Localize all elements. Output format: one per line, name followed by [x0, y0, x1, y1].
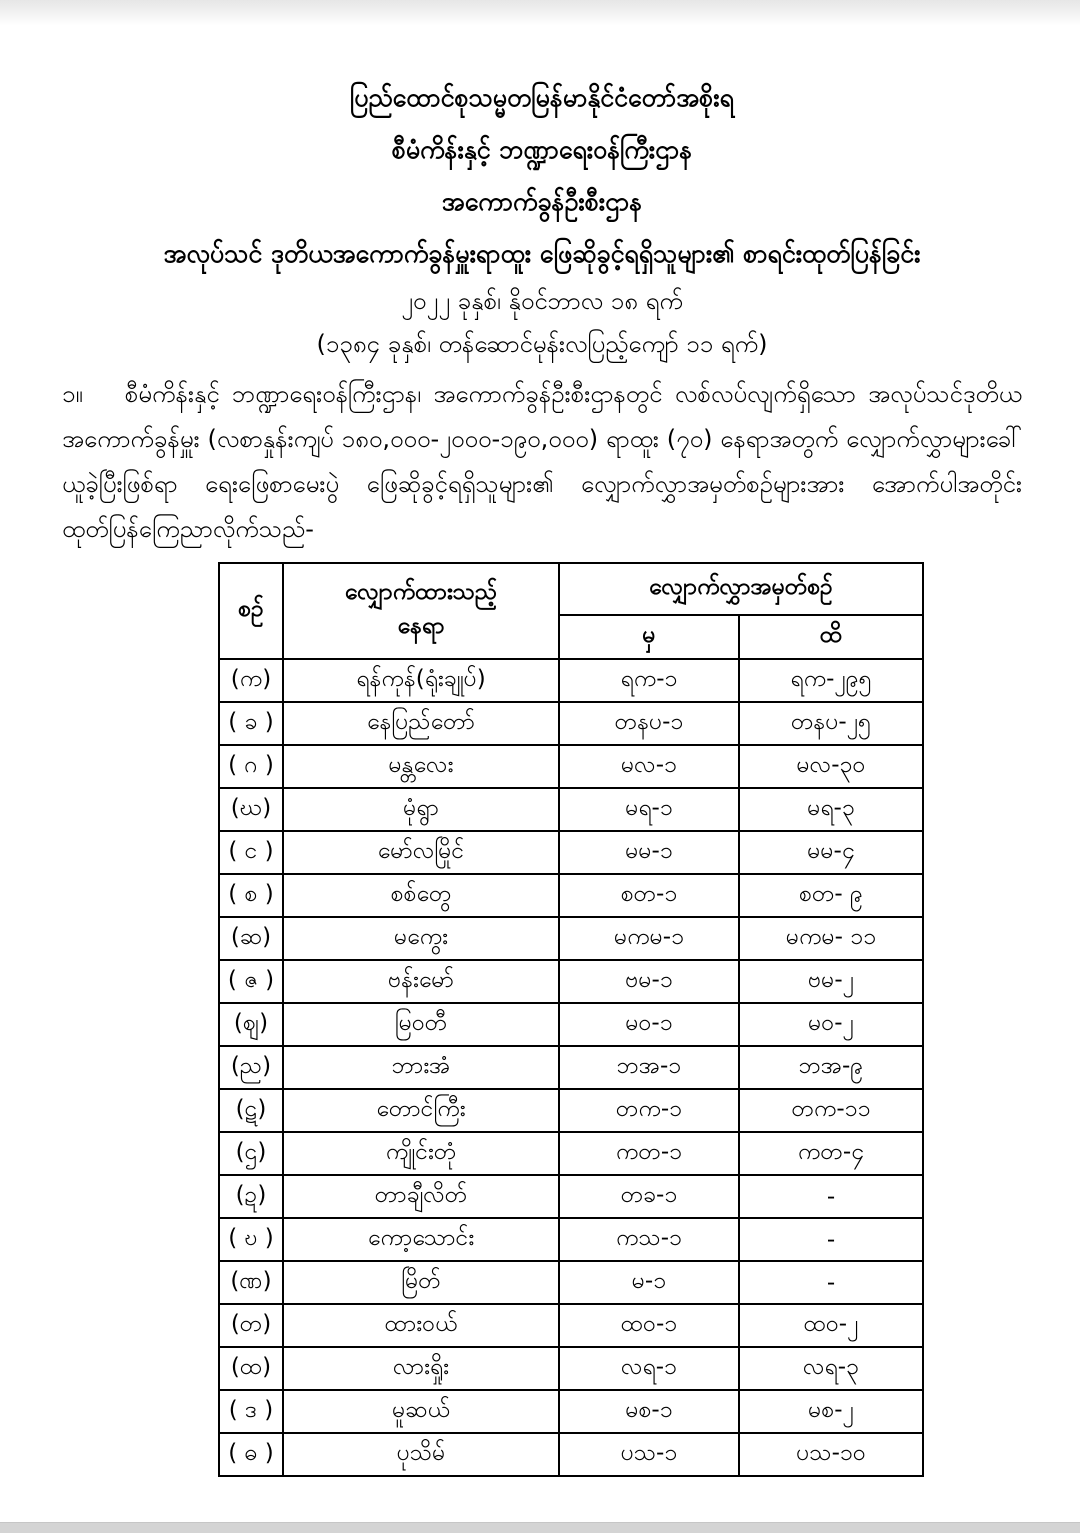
column-header-from: မှ	[559, 615, 739, 659]
to-cell: မဝ-၂	[739, 1003, 923, 1046]
place-cell: မော်လမြိုင်	[283, 831, 559, 874]
table-row	[219, 1175, 923, 1218]
serial-cell: (ဋ)	[219, 1089, 283, 1132]
serial-cell: (ဌ)	[219, 1132, 283, 1175]
from-cell: ရက-၁	[559, 659, 739, 702]
serial-cell: ( ခ )	[219, 702, 283, 745]
to-cell: ဘအ-၉	[739, 1046, 923, 1089]
serial-cell: (ဍ)	[219, 1175, 283, 1218]
from-cell: မ-၁	[559, 1261, 739, 1304]
table-row	[219, 1089, 923, 1132]
column-header-place-line2: နေရာ	[397, 613, 445, 639]
to-cell: စတ- ၉	[739, 874, 923, 917]
to-cell: မမ-၄	[739, 831, 923, 874]
table-row	[219, 831, 923, 874]
table-row	[219, 1003, 923, 1046]
government-title: ပြည်ထောင်စုသမ္မတမြန်မာနိုင်ငံတော်အစိုးရ	[350, 83, 734, 112]
column-header-place-line1: လျှောက်ထားသည့်	[344, 579, 498, 605]
to-cell: ဗမ-၂	[739, 960, 923, 1003]
from-cell: ဘအ-၁	[559, 1046, 739, 1089]
table-row	[219, 788, 923, 831]
to-cell: -	[739, 1175, 923, 1218]
to-cell: တက-၁၁	[739, 1089, 923, 1132]
table-row	[219, 702, 923, 745]
table-row	[219, 874, 923, 917]
from-cell: တခ-၁	[559, 1175, 739, 1218]
column-header-serial: စဉ်	[219, 563, 283, 659]
from-cell: ဗမ-၁	[559, 960, 739, 1003]
from-cell: မကမ-၁	[559, 917, 739, 960]
department-title: အကောက်ခွန်ဦးစီးဌာန	[441, 187, 643, 216]
place-cell: စစ်တွေ	[283, 874, 559, 917]
application-numbers-table	[218, 562, 924, 1477]
column-header-place	[283, 563, 559, 659]
from-cell: မလ-၁	[559, 745, 739, 788]
from-cell: ထဝ-၁	[559, 1304, 739, 1347]
ministry-title: စီမံကိန်းနှင့် ဘဏ္ဍာရေးဝန်ကြီးဌာန	[391, 135, 693, 164]
serial-cell: ( ဓ )	[219, 1433, 283, 1476]
place-cell: မကွေး	[283, 917, 559, 960]
place-cell: ထားဝယ်	[283, 1304, 559, 1347]
from-cell: မမ-၁	[559, 831, 739, 874]
to-cell: လရ-၃	[739, 1347, 923, 1390]
place-cell: မူဆယ်	[283, 1390, 559, 1433]
to-cell: မကမ- ၁၁	[739, 917, 923, 960]
table-row	[219, 1132, 923, 1175]
table-row	[219, 1304, 923, 1347]
place-cell: ရန်ကုန်(ရုံးချုပ်)	[283, 659, 559, 702]
place-cell: လားရှိုး	[283, 1347, 559, 1390]
page-bottom-edge	[0, 1522, 1080, 1533]
serial-cell: (ထ)	[219, 1347, 283, 1390]
table-row	[219, 745, 923, 788]
from-cell: လရ-၁	[559, 1347, 739, 1390]
place-cell: ဘားအံ	[283, 1046, 559, 1089]
from-cell: တက-၁	[559, 1089, 739, 1132]
table-header-row-1	[219, 563, 923, 615]
place-cell: မန္တလေး	[283, 745, 559, 788]
gregorian-date-line: ၂၀၂၂ ခုနှစ်၊ နိုဝင်ဘာလ ၁၈ ရက်	[401, 287, 683, 315]
from-cell: မရ-၁	[559, 788, 739, 831]
place-cell: ဗန်းမော်	[283, 960, 559, 1003]
to-cell: ပသ-၁၀	[739, 1433, 923, 1476]
table-row	[219, 1261, 923, 1304]
table-row	[219, 917, 923, 960]
place-cell: မြိတ်	[283, 1261, 559, 1304]
table-header	[219, 563, 923, 659]
to-cell: မရ-၃	[739, 788, 923, 831]
serial-cell: (ဃ)	[219, 788, 283, 831]
place-cell: ကျိုင်းတုံ	[283, 1132, 559, 1175]
table-row	[219, 1218, 923, 1261]
from-cell: ကတ-၁	[559, 1132, 739, 1175]
place-cell: မုံရွာ	[283, 788, 559, 831]
from-cell: မစ-၁	[559, 1390, 739, 1433]
serial-cell: (ဏ)	[219, 1261, 283, 1304]
place-cell: တာချီလိတ်	[283, 1175, 559, 1218]
serial-cell: ( ဎ )	[219, 1218, 283, 1261]
serial-cell: (တ)	[219, 1304, 283, 1347]
from-cell: စတ-၁	[559, 874, 739, 917]
from-cell: မဝ-၁	[559, 1003, 739, 1046]
place-cell: မြဝတီ	[283, 1003, 559, 1046]
serial-cell: (ည)	[219, 1046, 283, 1089]
serial-cell: ( ဇ )	[219, 960, 283, 1003]
serial-cell: (က)	[219, 659, 283, 702]
serial-cell: ( ဂ )	[219, 745, 283, 788]
from-cell: ကသ-၁	[559, 1218, 739, 1261]
table-row	[219, 659, 923, 702]
serial-cell: (ဆ)	[219, 917, 283, 960]
column-header-to: ထိ	[739, 615, 923, 659]
place-cell: ပုသိမ်	[283, 1433, 559, 1476]
to-cell: ရက-၂၉၅	[739, 659, 923, 702]
table-row	[219, 1046, 923, 1089]
to-cell: -	[739, 1261, 923, 1304]
to-cell: မစ-၂	[739, 1390, 923, 1433]
intro-paragraph	[62, 372, 1022, 552]
from-cell: တနပ-၁	[559, 702, 739, 745]
table-row	[219, 1347, 923, 1390]
from-cell: ပသ-၁	[559, 1433, 739, 1476]
serial-cell: ( စ )	[219, 874, 283, 917]
table-row	[219, 960, 923, 1003]
to-cell: တနပ-၂၅	[739, 702, 923, 745]
myanmar-date-line: (၁၃၈၄ ခုနှစ်၊ တန်ဆောင်မုန်းလပြည့်ကျော် ၁၁ ရက်)	[316, 330, 768, 358]
paragraph-number: ၁။	[62, 380, 83, 408]
place-cell: ကော့သောင်း	[283, 1218, 559, 1261]
to-cell: -	[739, 1218, 923, 1261]
paragraph-text: စီမံကိန်းနှင့် ဘဏ္ဍာရေးဝန်ကြီးဌာန၊ အကောက်ခွန်ဦးစီးဌာနတွင် လစ်လပ်လျက်ရှိသော အလုပ်သင်ဒုတိယအကောက်ခွန်မှူး (လစာနှုန်းကျပ် ၁၈၀,၀၀၀-၂၀၀၀-၁၉၀,၀၀၀) ရာထူး (၇၀) နေရာအတွက် လျှောက်လွှာများခေါ်ယူခဲ့ပြီးဖြစ်ရာ ရေးဖြေစာမေးပွဲ ဖြေဆိုခွင့်ရရှိသူများ၏ လျှောက်လွှာအမှတ်စဉ်များအား အောက်ပါအတိုင်း ထုတ်ပြန်ကြေညာလိုက်သည်-	[62, 380, 1022, 543]
announcement-title: အလုပ်သင် ဒုတိယအကောက်ခွန်မှူးရာထူး ဖြေဆိုခွင့်ရရှိသူများ၏ စာရင်းထုတ်ပြန်ခြင်း	[163, 239, 921, 268]
table-body	[219, 659, 923, 1476]
table-row	[219, 1433, 923, 1476]
place-cell: တောင်ကြီး	[283, 1089, 559, 1132]
serial-cell: ( ဒ )	[219, 1390, 283, 1433]
place-cell: နေပြည်တော်	[283, 702, 559, 745]
to-cell: မလ-၃၀	[739, 745, 923, 788]
serial-cell: ( င )	[219, 831, 283, 874]
to-cell: ထဝ-၂	[739, 1304, 923, 1347]
column-header-application-numbers: လျှောက်လွှာအမှတ်စဉ်	[559, 563, 923, 615]
table-row	[219, 1390, 923, 1433]
serial-cell: (ဈ)	[219, 1003, 283, 1046]
to-cell: ကတ-၄	[739, 1132, 923, 1175]
